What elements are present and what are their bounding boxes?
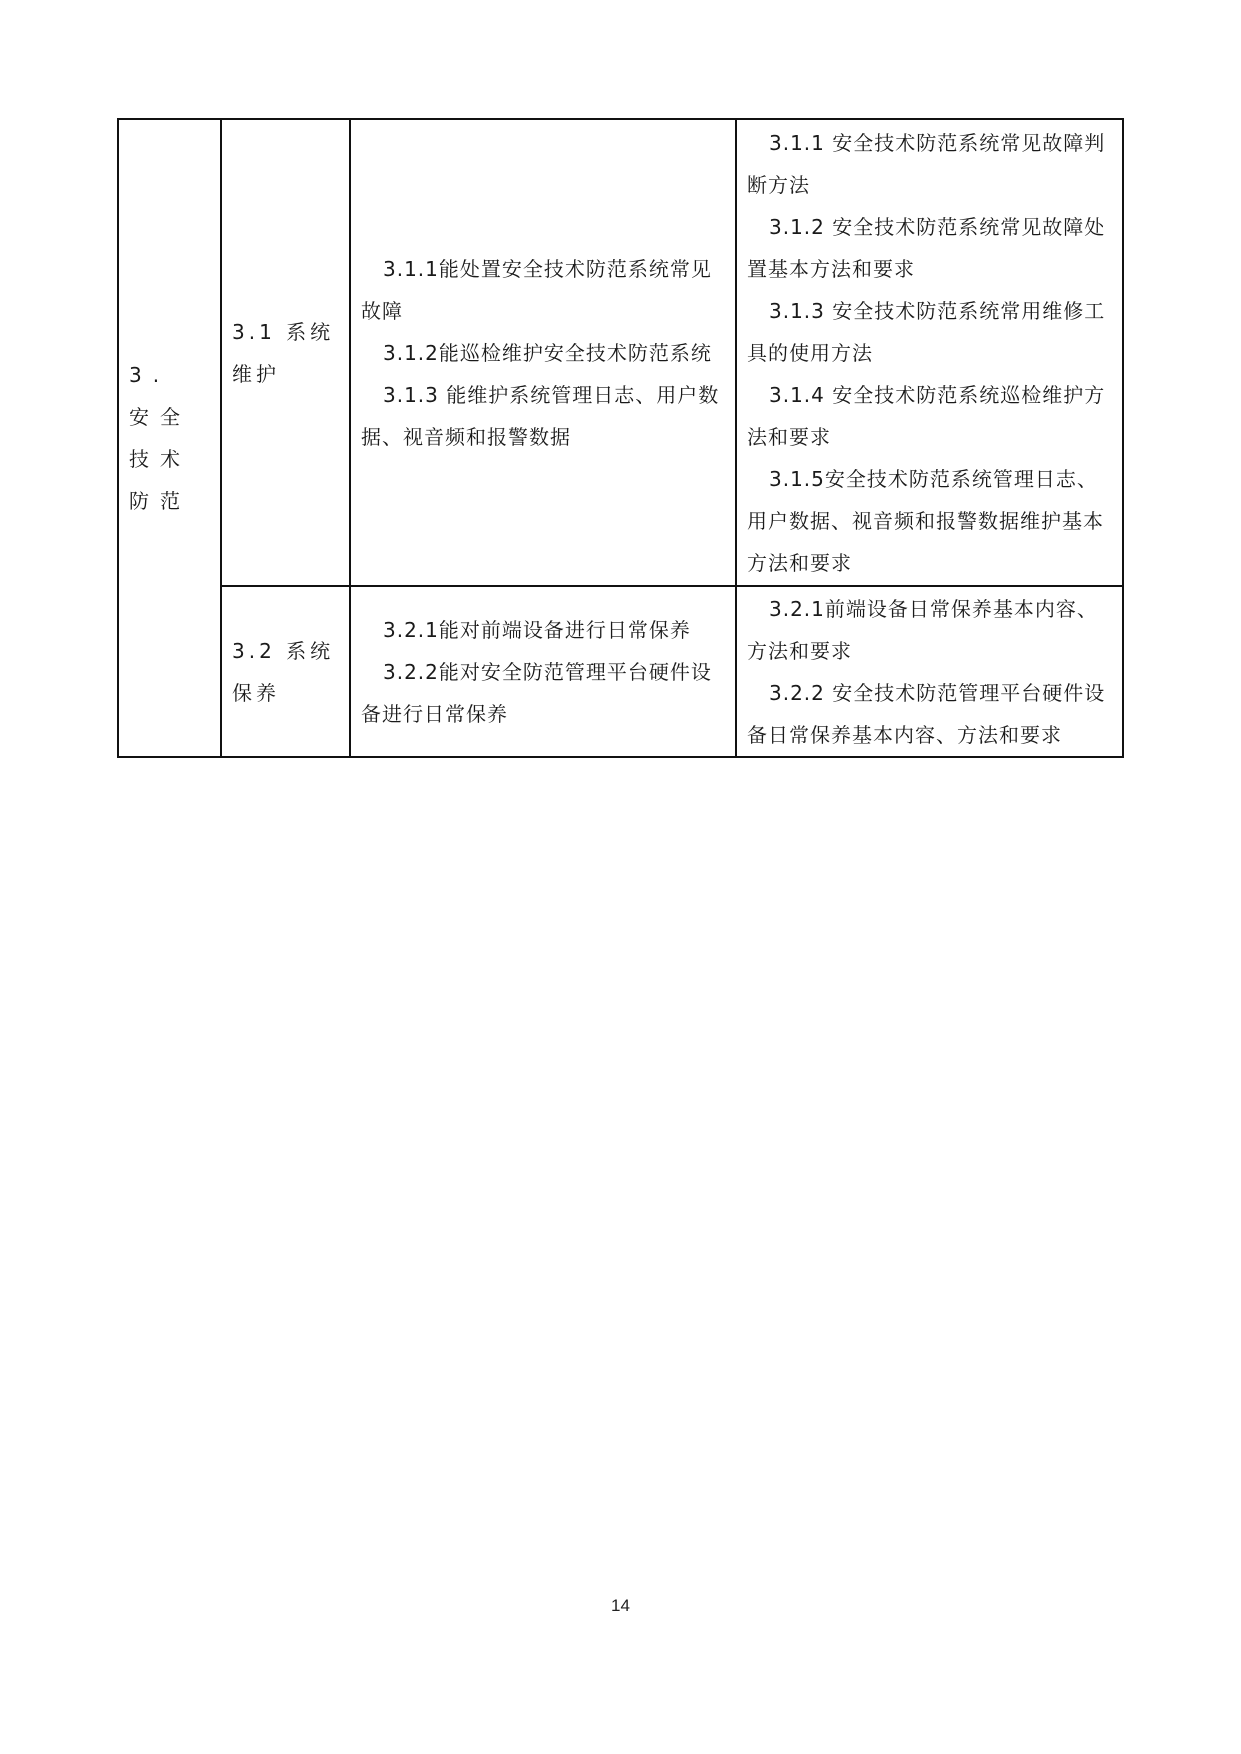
unit-cell — [221, 586, 350, 757]
knowledge-cell — [736, 119, 1123, 586]
skill-item: 3.2.2能对安全防范管理平台硬件设备进行日常保养 — [361, 659, 712, 726]
skill-item: 3.1.3 能维护系统管理日志、用户数据、视音频和报警数据 — [361, 382, 720, 449]
knowledge-item: 3.1.4 安全技术防范系统巡检维护方法和要求 — [747, 382, 1106, 449]
unit-cell — [221, 119, 350, 586]
skill-item: 3.2.1能对前端设备进行日常保养 — [383, 617, 691, 642]
table-row — [118, 586, 1123, 757]
skills-cell — [350, 119, 736, 586]
domain-cell — [118, 119, 221, 757]
domain-label: 3. 安全技术防范 — [129, 363, 191, 513]
unit-label: 3.2 系统保养 — [232, 638, 335, 705]
skill-item: 3.1.2能巡检维护安全技术防范系统 — [383, 340, 712, 365]
table-row — [118, 119, 1123, 586]
knowledge-item: 3.1.1 安全技术防范系统常见故障判断方法 — [747, 130, 1106, 197]
knowledge-item: 3.2.1前端设备日常保养基本内容、方法和要求 — [747, 596, 1098, 663]
page-number: 14 — [611, 1596, 630, 1615]
skill-item: 3.1.1能处置安全技术防范系统常见故障 — [361, 256, 712, 323]
skills-cell — [350, 586, 736, 757]
unit-label: 3.1 系统维护 — [232, 319, 335, 386]
knowledge-item: 3.2.2 安全技术防范管理平台硬件设备日常保养基本内容、方法和要求 — [747, 680, 1106, 747]
knowledge-item: 3.1.5安全技术防范系统管理日志、用户数据、视音频和报警数据维护基本方法和要求 — [747, 466, 1104, 575]
knowledge-item: 3.1.2 安全技术防范系统常见故障处置基本方法和要求 — [747, 214, 1106, 281]
skills-table — [117, 118, 1124, 758]
knowledge-item: 3.1.3 安全技术防范系统常用维修工具的使用方法 — [747, 298, 1106, 365]
knowledge-cell — [736, 586, 1123, 757]
